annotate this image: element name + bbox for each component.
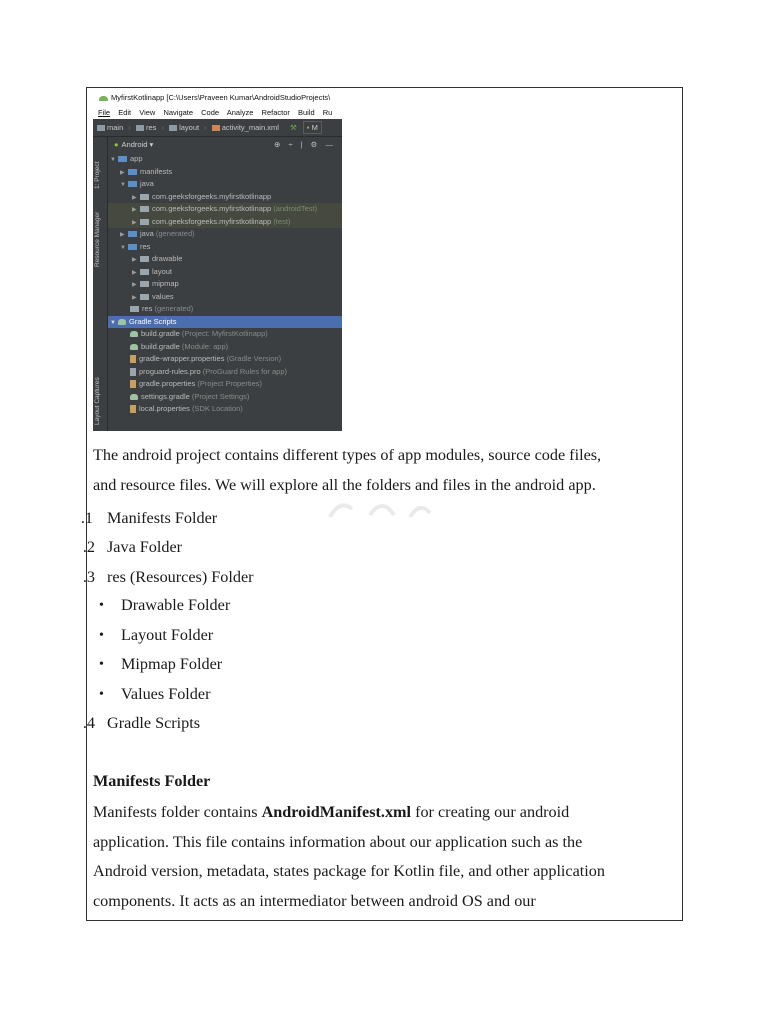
collapse-icon: ▶ bbox=[132, 294, 137, 301]
android-studio-screenshot bbox=[93, 89, 342, 431]
crumb-layout[interactable]: layout bbox=[179, 123, 200, 132]
tree-item[interactable]: gradle-wrapper.properties (Gradle Version) bbox=[108, 353, 342, 366]
properties-file-icon bbox=[130, 355, 136, 363]
resource-manager-tab[interactable]: Resource Manager bbox=[94, 211, 101, 267]
folder-icon bbox=[140, 281, 149, 287]
list-number: 1. bbox=[80, 509, 93, 527]
tree-item[interactable]: build.gradle (Project: MyfirstKotlinapp) bbox=[108, 328, 342, 341]
bullet-icon: • bbox=[99, 687, 104, 702]
watermark-logo bbox=[322, 497, 434, 519]
package-icon bbox=[140, 219, 149, 225]
tree-item-selected[interactable]: ▼ Gradle Scripts bbox=[108, 316, 342, 329]
tree-item[interactable]: build.gradle (Module: app) bbox=[108, 341, 342, 354]
menu-edit[interactable]: Edit bbox=[118, 108, 132, 117]
gradle-icon bbox=[118, 319, 126, 325]
collapse-icon: ▶ bbox=[132, 269, 137, 276]
collapse-icon: ▶ bbox=[132, 194, 137, 201]
menu-refactor[interactable]: Refactor bbox=[261, 108, 290, 117]
list-number: 3. bbox=[82, 568, 95, 586]
folder-icon bbox=[130, 306, 139, 312]
chevron-down-icon[interactable]: ▾ bbox=[149, 140, 154, 149]
android-view-icon: ● bbox=[114, 140, 119, 149]
package-icon bbox=[140, 206, 149, 212]
folder-icon bbox=[97, 125, 105, 131]
properties-file-icon bbox=[130, 380, 136, 388]
tree-item[interactable]: local.properties (SDK Location) bbox=[108, 403, 342, 416]
collapse-icon: ▶ bbox=[132, 219, 137, 226]
bullet-icon: • bbox=[99, 628, 104, 643]
sub-item-drawable: Drawable Folder bbox=[121, 596, 231, 614]
collapse-icon: ▶ bbox=[132, 282, 137, 288]
project-tool-header bbox=[108, 137, 342, 153]
list-item-java: Java Folder bbox=[107, 538, 183, 556]
list-number: 4. bbox=[82, 714, 95, 732]
left-tool-strip bbox=[93, 137, 108, 431]
intro-paragraph bbox=[93, 441, 678, 500]
intro-line-2: and resource files. We will explore all the folders and files in the android app. bbox=[93, 475, 596, 494]
gradle-icon bbox=[130, 331, 138, 337]
menu-navigate[interactable]: Navigate bbox=[163, 108, 194, 117]
list-item-gradle: Gradle Scripts bbox=[107, 714, 201, 732]
collapse-icon: ▶ bbox=[120, 232, 125, 238]
folder-icon bbox=[140, 256, 149, 262]
manifest-line-3: Android version, metadata, states package for Kotlin file, and other application bbox=[93, 862, 605, 880]
view-selector[interactable]: Android bbox=[121, 140, 148, 149]
menu-code[interactable]: Code bbox=[201, 108, 220, 117]
tree-item[interactable]: ▶ mipmap bbox=[108, 278, 342, 291]
manifest-line-4: components. It acts as an intermediator between android OS and our bbox=[93, 891, 536, 910]
menu-file[interactable]: File bbox=[98, 108, 111, 117]
tool-actions[interactable]: ⊕ ÷ | ⚙ — bbox=[274, 140, 336, 149]
manifest-line-1: Manifests folder contains AndroidManifest.xml for creating our android bbox=[93, 803, 570, 821]
expand-icon: ▼ bbox=[110, 319, 116, 326]
layout-file-icon bbox=[212, 125, 220, 131]
crumb-activity-main[interactable]: activity_main.xml bbox=[221, 123, 279, 132]
tree-item[interactable]: settings.gradle (Project Settings) bbox=[108, 391, 342, 404]
collapse-icon: ▶ bbox=[132, 257, 137, 263]
folder-icon bbox=[140, 269, 149, 275]
sub-item-mipmap: Mipmap Folder bbox=[121, 655, 223, 673]
menu-analyze[interactable]: Analyze bbox=[226, 108, 254, 117]
manifest-line-2: application. This file contains information about our application such as the bbox=[93, 832, 583, 851]
gradle-icon bbox=[130, 344, 138, 350]
menu-build[interactable]: Build bbox=[297, 108, 315, 117]
manifest-filename: AndroidManifest.xml bbox=[261, 803, 412, 821]
window-title-bar bbox=[93, 89, 342, 106]
android-icon bbox=[99, 96, 108, 101]
collapse-icon: ▶ bbox=[132, 207, 137, 213]
tree-item[interactable]: ▼ java bbox=[108, 178, 342, 191]
folder-icon bbox=[128, 244, 137, 250]
tree-item[interactable]: ▶ com.geeksforgeeks.myfirstkotlinapp (androidTest) bbox=[108, 203, 342, 216]
collapse-icon: ▶ bbox=[120, 169, 125, 176]
list-item-res: res (Resources) Folder bbox=[107, 568, 254, 586]
tree-item[interactable]: ▶ drawable bbox=[108, 253, 342, 266]
tree-item[interactable]: ▶ manifests bbox=[108, 166, 342, 179]
tree-item[interactable]: ▶ layout bbox=[108, 266, 342, 279]
tree-item[interactable]: ▶ com.geeksforgeeks.myfirstkotlinapp (test) bbox=[108, 216, 342, 229]
tree-item[interactable]: ▼ res bbox=[108, 241, 342, 254]
list-number: 2. bbox=[82, 538, 95, 556]
window-title: MyfirstKotlinapp [C:\Users\Praveen Kumar\AndroidStudioProjects\ bbox=[111, 93, 331, 102]
expand-icon: ▼ bbox=[110, 157, 116, 163]
file-icon bbox=[130, 368, 136, 376]
properties-file-icon bbox=[130, 405, 136, 413]
bullet-icon: • bbox=[99, 598, 104, 613]
manifest-paragraph bbox=[93, 798, 678, 916]
menu-bar bbox=[93, 106, 342, 119]
crumb-res[interactable]: res bbox=[145, 123, 157, 132]
sub-item-layout: Layout Folder bbox=[121, 626, 214, 644]
intro-line-1: The android project contains different types of app modules, source code files, bbox=[93, 446, 602, 464]
section-heading: Manifests Folder bbox=[93, 772, 211, 790]
folder-icon bbox=[136, 125, 144, 131]
navigation-breadcrumb: main › res › layout › activity_main.xml ⚒ ▪ M bbox=[93, 119, 342, 137]
project-tree bbox=[108, 153, 342, 416]
run-config-selector[interactable]: ▪ M bbox=[303, 121, 322, 134]
menu-run[interactable]: Ru bbox=[322, 108, 333, 117]
tree-item[interactable]: ▶ values bbox=[108, 291, 342, 304]
tree-item[interactable]: ▼ app bbox=[108, 153, 342, 166]
tree-item[interactable]: proguard-rules.pro (ProGuard Rules for app) bbox=[108, 366, 342, 379]
folder-icon bbox=[128, 231, 137, 237]
sub-item-values: Values Folder bbox=[121, 685, 211, 703]
folder-icon bbox=[128, 181, 137, 187]
gradle-icon bbox=[130, 394, 138, 400]
hammer-icon[interactable]: ⚒ bbox=[289, 123, 297, 132]
bullet-icon: • bbox=[99, 657, 104, 672]
tree-item[interactable]: gradle.properties (Project Properties) bbox=[108, 378, 342, 391]
package-icon bbox=[140, 194, 149, 200]
module-icon bbox=[118, 156, 127, 162]
tree-item[interactable]: ▶ java (generated) bbox=[108, 228, 342, 241]
tree-item[interactable]: res (generated) bbox=[108, 303, 342, 316]
layout-captures-tab[interactable]: Layout Captures bbox=[94, 377, 101, 425]
folder-icon bbox=[140, 294, 149, 300]
crumb-main[interactable]: main bbox=[107, 123, 124, 132]
folder-icon bbox=[169, 125, 177, 131]
tree-item[interactable]: ▶ com.geeksforgeeks.myfirstkotlinapp bbox=[108, 191, 342, 204]
project-tab[interactable]: 1: Project bbox=[94, 161, 101, 189]
expand-icon: ▼ bbox=[120, 182, 126, 188]
menu-view[interactable]: View bbox=[139, 108, 156, 117]
folder-icon bbox=[128, 169, 137, 175]
list-item-manifests: Manifests Folder bbox=[107, 509, 218, 527]
expand-icon: ▼ bbox=[120, 244, 126, 251]
